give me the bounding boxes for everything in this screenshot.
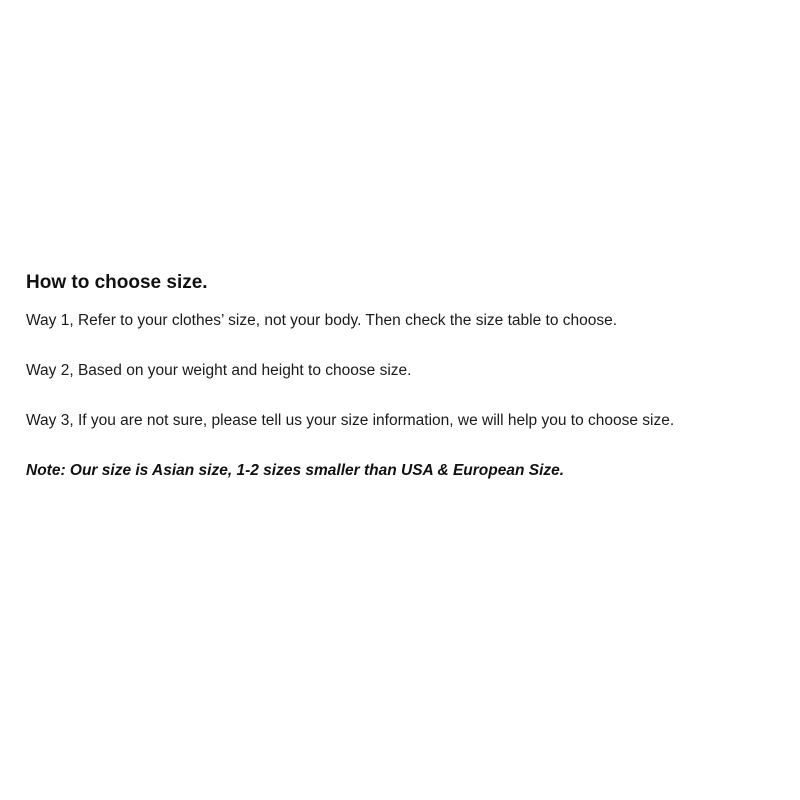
page-title: How to choose size. bbox=[26, 272, 208, 293]
size-note: Note: Our size is Asian size, 1-2 sizes smaller than USA & European Size. bbox=[26, 462, 565, 479]
way-2-text: Way 2, Based on your weight and height to choose size. bbox=[26, 362, 412, 379]
size-guide bbox=[26, 272, 726, 484]
way-3-text: Way 3, If you are not sure, please tell us your size information, we will help you to choose size. bbox=[26, 412, 675, 429]
way-1-text: Way 1, Refer to your clothes’ size, not your body. Then check the size table to choose. bbox=[26, 312, 618, 329]
